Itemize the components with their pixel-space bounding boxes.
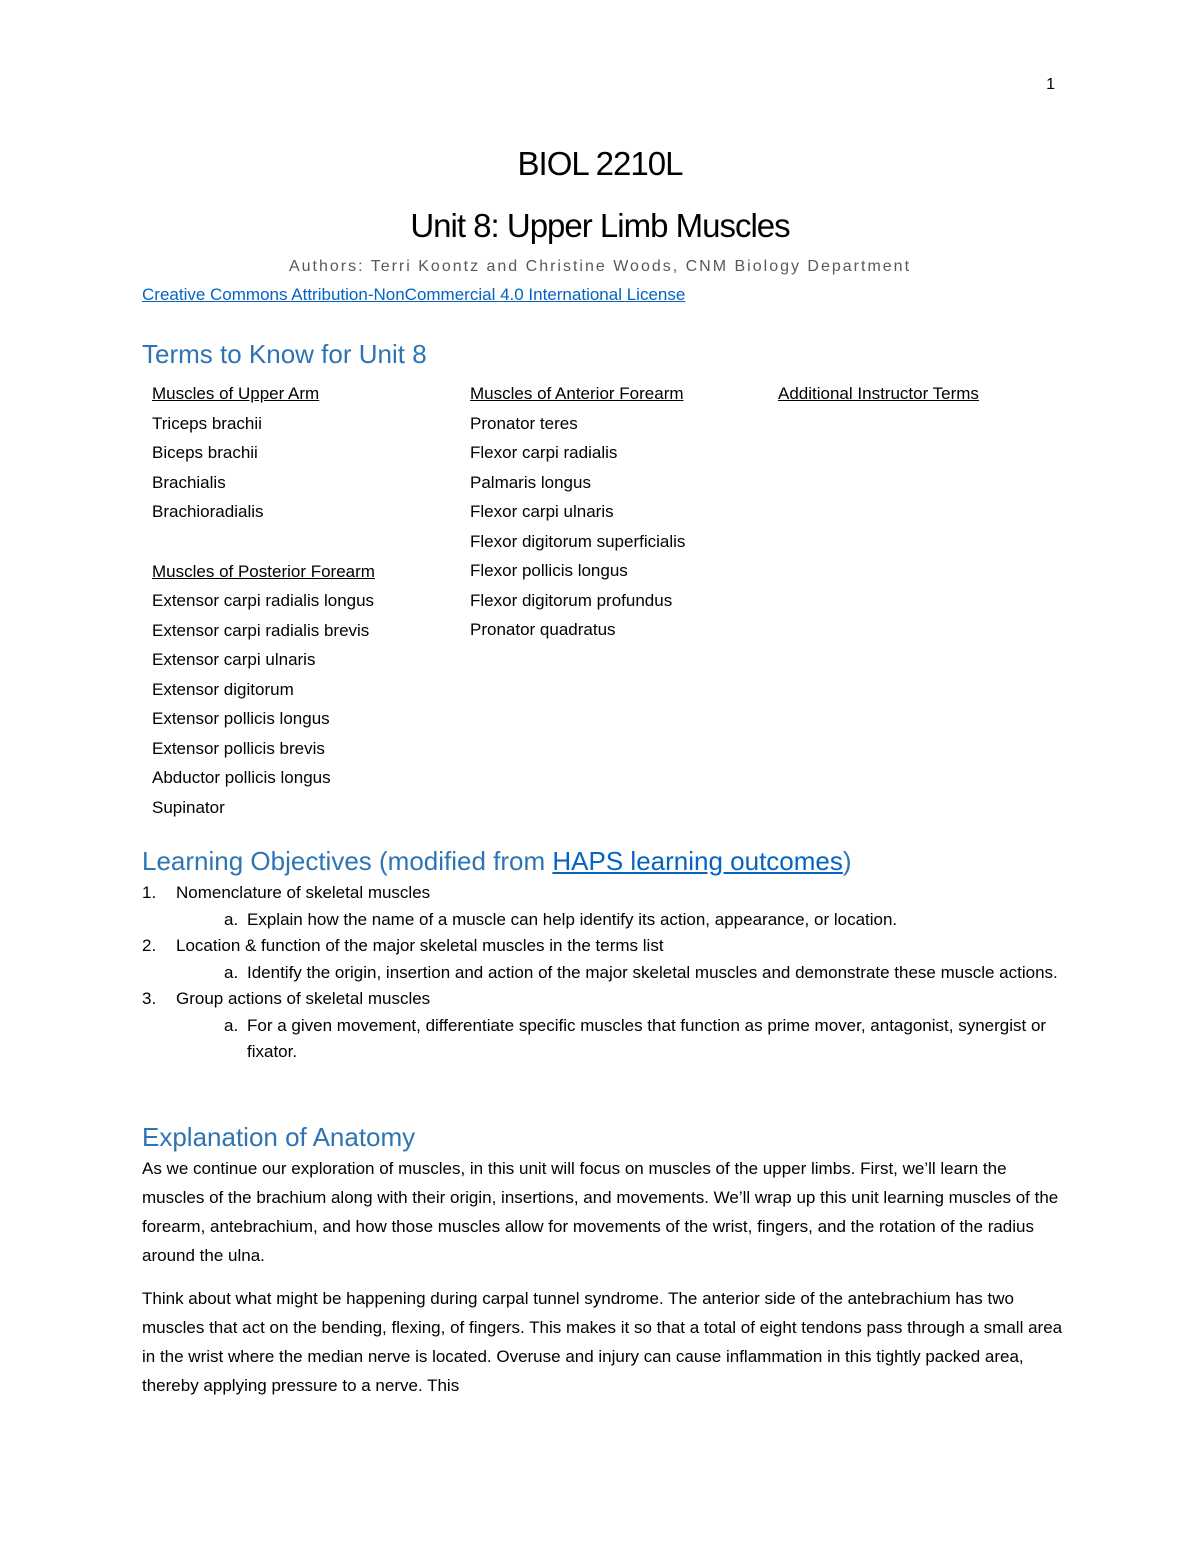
objectives-heading-prefix: Learning Objectives (modified from — [142, 846, 553, 876]
spacer — [152, 527, 375, 557]
document-header — [0, 142, 1200, 276]
objective-item — [142, 880, 1062, 907]
term-item: Flexor carpi ulnaris — [470, 502, 614, 521]
posterior-forearm-heading: Muscles of Posterior Forearm — [152, 561, 375, 581]
term-item: Extensor pollicis brevis — [152, 738, 325, 758]
objective-number: 2. — [142, 936, 157, 955]
objectives-heading — [142, 845, 852, 877]
terms-column-left — [152, 379, 375, 822]
term-item: Biceps brachii — [152, 443, 258, 462]
additional-terms-heading: Additional Instructor Terms — [778, 384, 979, 403]
term-item: Supinator — [152, 797, 225, 817]
term-item: Flexor carpi radialis — [470, 443, 618, 462]
term-item: Extensor digitorum — [152, 679, 294, 699]
objective-item — [142, 933, 1062, 960]
term-item: Brachioradialis — [152, 502, 264, 521]
term-item: Extensor carpi ulnaris — [152, 650, 316, 669]
terms-column-middle — [470, 379, 685, 645]
subitem-letter: a. — [224, 909, 239, 929]
haps-outcomes-link[interactable]: HAPS learning outcomes — [552, 846, 843, 876]
objectives-heading-suffix: ) — [842, 846, 852, 876]
authors-line: Authors: Terri Koontz and Christine Woods, CNM Biology Department — [288, 258, 912, 275]
term-item: Flexor digitorum profundus — [470, 590, 673, 610]
term-item: Extensor carpi radialis longus — [152, 591, 375, 610]
term-item: Palmaris longus — [470, 472, 591, 492]
objective-number: 1. — [142, 883, 157, 902]
page-number: 1 — [1046, 76, 1055, 93]
objective-subitem — [142, 1013, 1062, 1066]
anatomy-paragraph-1: As we continue our exploration of muscles, in this unit will focus on muscles of the upper limbs. First, we’ll learn the muscles of the brachium along with their origin, insertions, and movements. We’ll wrap up this unit learning muscles of the forearm, antebrachium, and how those muscles allow for movements of the wrist, fingers, and the rotation of the radius around the ulna. — [142, 1159, 1059, 1265]
objective-subitem — [142, 907, 1062, 934]
subitem-text: For a given movement, differentiate specific muscles that function as prime mover, antagonist, synergist or fixator. — [247, 1015, 1047, 1061]
subitem-text: Identify the origin, insertion and action of the major skeletal muscles and demonstrate these muscle actions. — [247, 962, 1058, 982]
term-item: Flexor digitorum superficialis — [470, 531, 686, 551]
term-item: Flexor pollicis longus — [470, 561, 628, 580]
term-item: Triceps brachii — [152, 413, 262, 433]
subitem-letter: a. — [224, 1015, 239, 1035]
upper-arm-heading: Muscles of Upper Arm — [152, 384, 320, 403]
objective-item — [142, 986, 1062, 1013]
license-link[interactable]: Creative Commons Attribution-NonCommercial 4.0 International License — [142, 285, 686, 304]
terms-heading: Terms to Know for Unit 8 — [142, 339, 427, 369]
term-item: Abductor pollicis longus — [152, 768, 331, 787]
objective-text: Location & function of the major skeletal muscles in the terms list — [176, 936, 664, 955]
objective-text: Group actions of skeletal muscles — [176, 989, 431, 1008]
subitem-letter: a. — [224, 962, 239, 982]
subitem-text: Explain how the name of a muscle can help identify its action, appearance, or location. — [247, 909, 898, 929]
objective-text: Nomenclature of skeletal muscles — [176, 883, 431, 902]
objective-subitem — [142, 960, 1062, 987]
objectives-list — [142, 880, 1062, 1066]
anatomy-heading: Explanation of Anatomy — [142, 1122, 416, 1152]
objective-number: 3. — [142, 989, 157, 1008]
term-item: Extensor carpi radialis brevis — [152, 620, 370, 640]
course-title: BIOL 2210L — [517, 145, 683, 182]
anatomy-paragraph-2: Think about what might be happening during carpal tunnel syndrome. The anterior side of the antebrachium has two muscles that act on the bending, flexing, of fingers. This makes it so that a total of eight tendons pass through a small area in the wrist where the median nerve is located. Overuse and injury can cause inflammation in this tightly packed area, thereby applying pressure to a nerve. This — [142, 1289, 1063, 1395]
term-item: Extensor pollicis longus — [152, 709, 330, 728]
anterior-forearm-heading: Muscles of Anterior Forearm — [470, 384, 684, 403]
term-item: Pronator teres — [470, 413, 578, 433]
term-item: Pronator quadratus — [470, 620, 616, 639]
unit-title: Unit 8: Upper Limb Muscles — [410, 207, 790, 244]
terms-column-right — [778, 379, 979, 409]
term-item: Brachialis — [152, 472, 226, 492]
